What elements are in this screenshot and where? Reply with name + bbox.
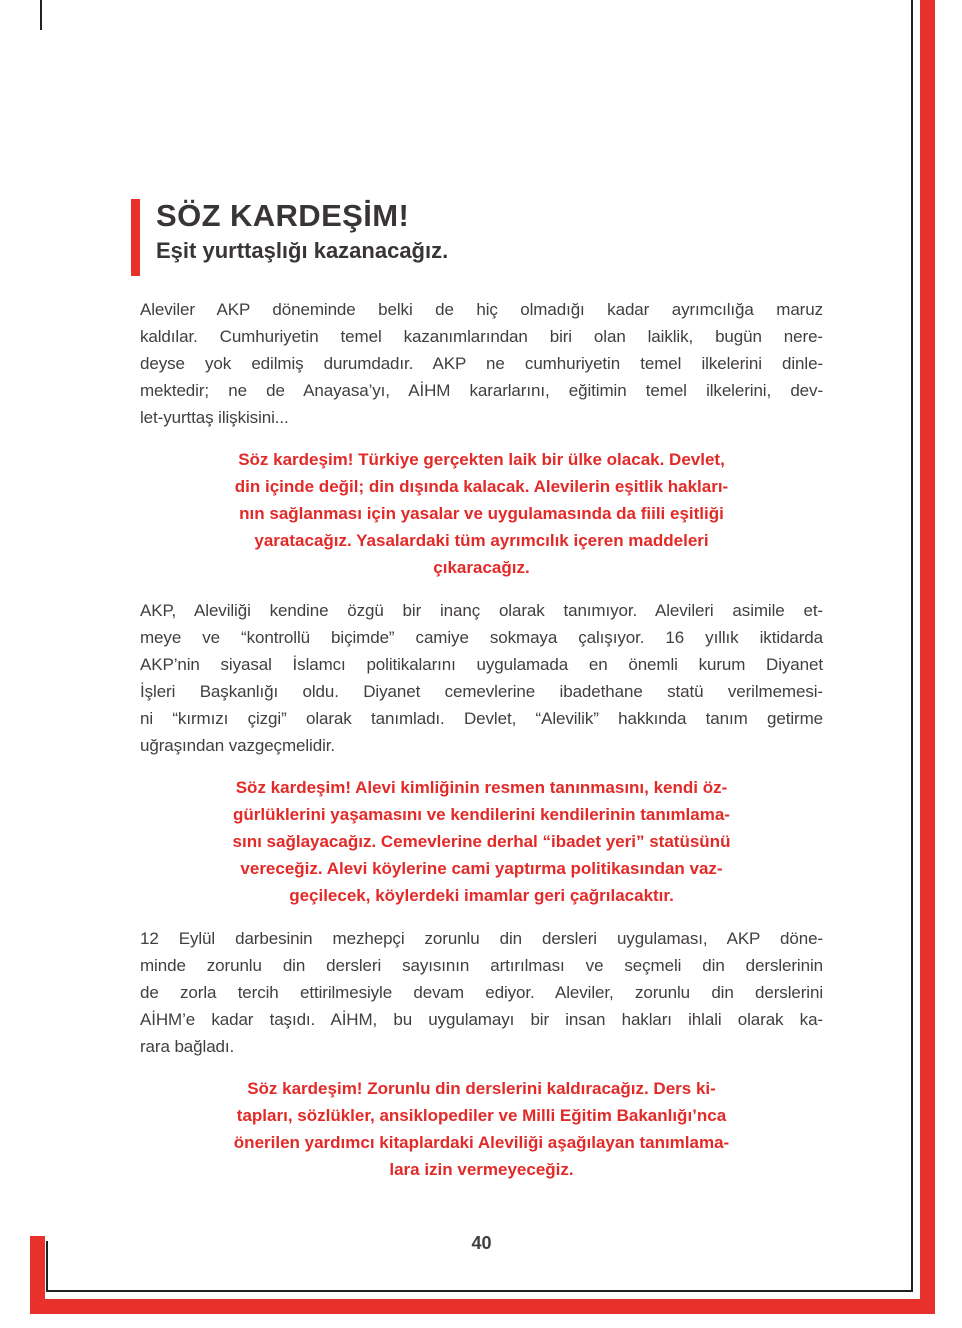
page-number: 40 — [471, 1233, 492, 1253]
bottom-hairline — [46, 1290, 912, 1292]
pledge-block-2: Söz kardeşim! Alevi kimliğinin resmen tanınmasını, kendi öz- gürlüklerini yaşamasını ve kendilerini kendilerinin tanımlama- sını sağlayacağız. Cemevlerine derhal “ibadet yeri” statüsünü vereceğiz. Alevi köylerine cami yaptırma politikasından vaz- geçilecek, köylerdeki imamlar geri çağrılacaktır. — [232, 778, 731, 905]
right-hairline — [911, 0, 913, 1292]
pledge-block-1: Söz kardeşim! Türkiye gerçekten laik bir ülke olacak. Devlet, din içinde değil; din dışında kalacak. Alevilerin eşitlik hakları- nın sağlanması için yasalar ve uygulamasında da fiili eşitliği yaratacağız. Yasalardaki tüm ayrımcılık içeren maddeleri çıkaracağız. — [234, 450, 729, 577]
top-left-crop-mark — [40, 0, 42, 30]
body-paragraph-3: 12 Eylül darbesinin mezhepçi zorunlu din dersleri uygulaması, AKP döne- minde zorunlu din dersleri sayısının artırılması ve seçmeli din derslerinin de zorla tercih ettirilmesiyle devam ediyor. Aleviler, zorunlu din derslerini AİHM’e kadar taşıdı. AİHM, bu uygulamayı bir insan hakları ihlali olarak ka- rara bağladı. — [140, 929, 823, 1056]
page-content — [140, 198, 823, 1199]
pledge-block-3: Söz kardeşim! Zorunlu din derslerini kaldıracağız. Ders ki- tapları, sözlükler, ansiklopediler ve Milli Eğitim Bakanlığı’nca önerilen yardımcı kitaplardaki Aleviliği aşağılayan tanımlama- lara izin vermeyeceğiz. — [233, 1079, 730, 1179]
body-paragraph-2: AKP, Aleviliği kendine özgü bir inanç olarak tanımıyor. Alevileri asimile et- meye ve “kontrollü biçimde” camiye sokmaya çalışıyor. 16 yıllık iktidarda AKP’nin siyasal İslamcı politikalarını uygulamada en önemli kurum Diyanet İşleri Başkanlığı oldu. Diyanet cemevlerine ibadethane statü verilmemesi- ni “kırmızı çizgi” olarak tanımladı. Devlet, “Alevilik” hakkında tanım getirme uğraşından vazgeçmelidir. — [140, 601, 823, 755]
section-header — [140, 198, 823, 265]
left-red-border-stub — [30, 1236, 45, 1314]
bottom-red-border — [30, 1299, 935, 1314]
page-subtitle: Eşit yurttaşlığı kazanacağız. — [156, 238, 449, 263]
title-accent-bar — [131, 199, 140, 276]
page-title: SÖZ KARDEŞİM! — [156, 198, 410, 233]
left-stub-hairline — [46, 1241, 48, 1291]
body-paragraph-1: Aleviler AKP döneminde belki de hiç olmadığı kadar ayrımcılığa maruz kaldılar. Cumhuriyetin temel kazanımlarından biri olan laiklik, bugün nere- deyse yok edilmiş durumdadır. AKP ne cumhuriyetin temel ilkelerini dinle- mektedir; ne de Anayasa’yı, AİHM kararlarını, eğitimin temel ilkelerini, dev- let-yurttaş ilişkisini... — [140, 300, 823, 427]
right-red-border — [920, 0, 935, 1314]
